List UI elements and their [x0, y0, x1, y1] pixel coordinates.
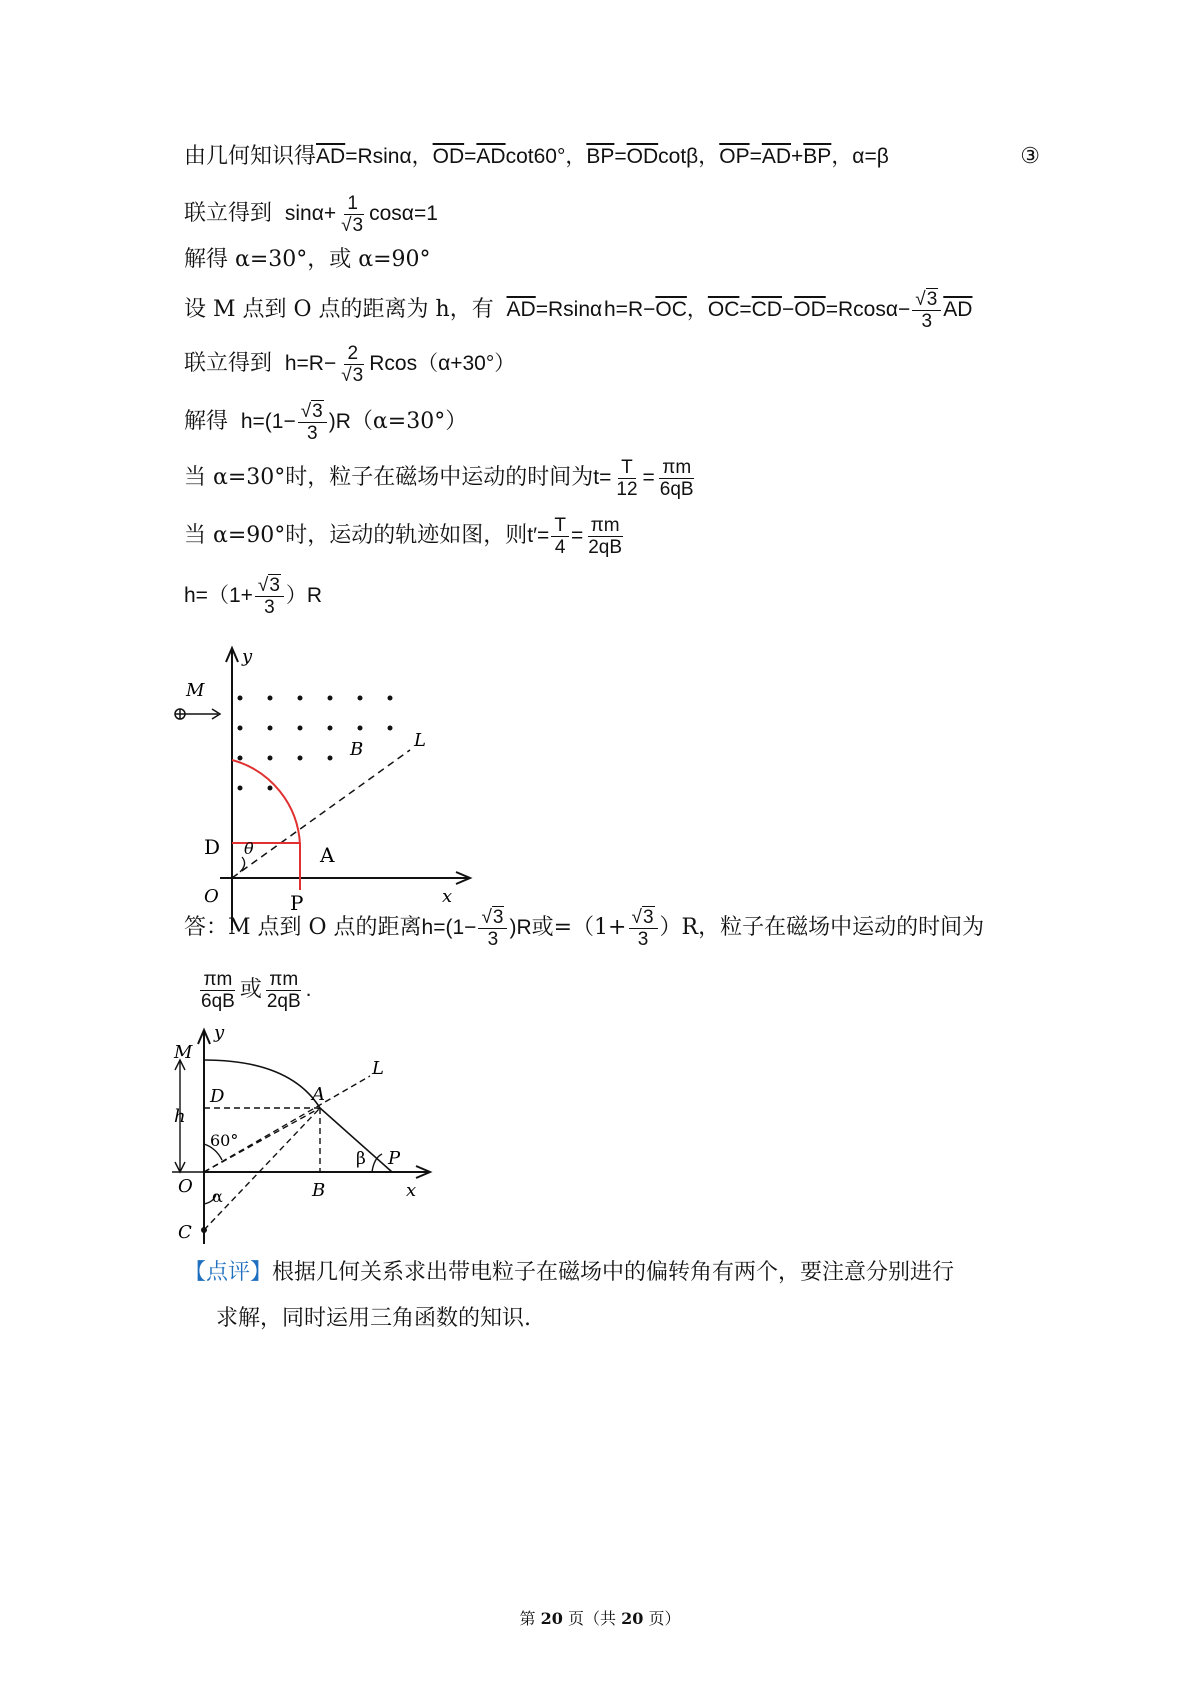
fig2-label-M: M: [174, 1042, 193, 1063]
figure-trajectory-1: [170, 640, 490, 940]
fig1-label-x: x: [442, 886, 453, 907]
review-line-2: 求解，同时运用三角函数的知识.: [216, 1306, 531, 1331]
geometry-relations: $\overline{AD}=Rsin\alpha$，$\overline{OD}=\overline{AD}\cot 60^\circ$，$\overline{BP}=\overline{OD}\cot\beta$，$\overline{OP}=\overline{AD}+\overline{BP}$，α=β: [316, 145, 889, 168]
total-pages: 20: [621, 1609, 644, 1628]
fig2-label-alpha: α: [212, 1187, 223, 1206]
fig1-label-y: y: [242, 646, 253, 667]
answer-line: 答：M 点到 O 点的距离h=(1− $\frac{√3}{3}$ )R或=（1+ $\frac{√3}{3}$ ）R，粒子在磁场中运动的时间为: [184, 906, 985, 950]
solution-line: 解得 α=30°，或 α=90°: [184, 247, 431, 272]
equation-line-7: 当 α=30°时，粒子在磁场中运动的时间为t= $\frac{T}{12}$ = $\frac{\pi m}{6qB}$: [184, 456, 694, 500]
equation-line-9: h=（1+ $\frac{√3}{3}$ ）R: [184, 574, 323, 618]
equation-line-5: 联立得到 h=R− $\frac{2}{√3}$ Rcos（α+30°）: [184, 342, 516, 386]
current-page: 20: [540, 1609, 563, 1628]
fig2-label-beta: β: [356, 1149, 366, 1169]
fig2-label-x: x: [406, 1180, 417, 1201]
equation-line-1: 由几何知识得$\overline{AD}=Rsin\alpha$，$\overline{OD}=\overline{AD}\cot 60^\circ$，$\overline{BP}=\overline{OD}\cot\beta$，$\overline{OP}=\overline{AD}+\overline{BP}$，α=β ③: [184, 142, 1040, 172]
fig2-label-O: O: [178, 1176, 193, 1197]
fig1-label-M: M: [186, 680, 205, 701]
fig2-label-D: D: [210, 1086, 225, 1107]
combined-equation: sinα+ $\frac{1}{√3}$ cosα=1: [279, 192, 438, 236]
fig1-label-D: D: [204, 835, 221, 859]
h-expression: $h=R-\overline{OC}$，$\overline{OC}=\overline{CD}-\overline{OD}=Rcos\alpha-$ $\frac{√3}{3}$ $\overline{AD}$: [604, 288, 973, 332]
answer-time-line: $\frac{\pi m}{6qB}$ 或 $\frac{\pi m}{2qB}$ .: [201, 968, 312, 1012]
figure-geometry-2: [160, 1022, 480, 1252]
fig2-label-L: L: [372, 1058, 384, 1079]
fig2-label-y: y: [214, 1022, 225, 1043]
equation-number: ③: [1020, 144, 1040, 169]
equation-line-2: 联立得到 sinα+ $\frac{1}{√3}$ cosα=1: [184, 192, 438, 236]
equation-line-6: 解得 h=(1− $\frac{√3}{3}$ )R（α=30°）: [184, 400, 468, 444]
review-tag: 【点评】: [184, 1260, 273, 1285]
fig2-label-h: h: [174, 1106, 186, 1127]
equation-line-4: 设 M 点到 O 点的距离为 h，有 $\overline{AD}=Rsin\alpha$ $h=R-\overline{OC}$，$\overline{OC}=\overline{CD}-\overline{OD}=Rcos\alpha-$ $\frac{√3}{3}$ $\overline{AD}$: [184, 286, 1040, 334]
fig2-label-B: B: [312, 1180, 326, 1201]
fig1-label-theta: θ: [244, 839, 254, 858]
fig1-label-O: O: [204, 886, 219, 907]
fig2-label-60: 60°: [210, 1131, 239, 1150]
equation-line-8: 当 α=90°时，运动的轨迹如图，则t′= $\frac{T}{4}$ = $\frac{\pi m}{2qB}$: [184, 514, 623, 558]
fig2-label-A: A: [312, 1084, 325, 1105]
review-line-1: 【点评】根据几何关系求出带电粒子在磁场中的偏转角有两个，要注意分别进行: [184, 1260, 955, 1285]
fig2-label-P: P: [388, 1148, 401, 1169]
fig1-label-A: A: [320, 843, 335, 867]
page-footer: 第 20 页（共 20 页）: [519, 1609, 681, 1628]
fig2-label-C: C: [178, 1222, 192, 1243]
fig1-label-P: P: [290, 891, 304, 915]
fig1-label-B: B: [350, 739, 364, 760]
fig1-label-L: L: [414, 730, 426, 751]
